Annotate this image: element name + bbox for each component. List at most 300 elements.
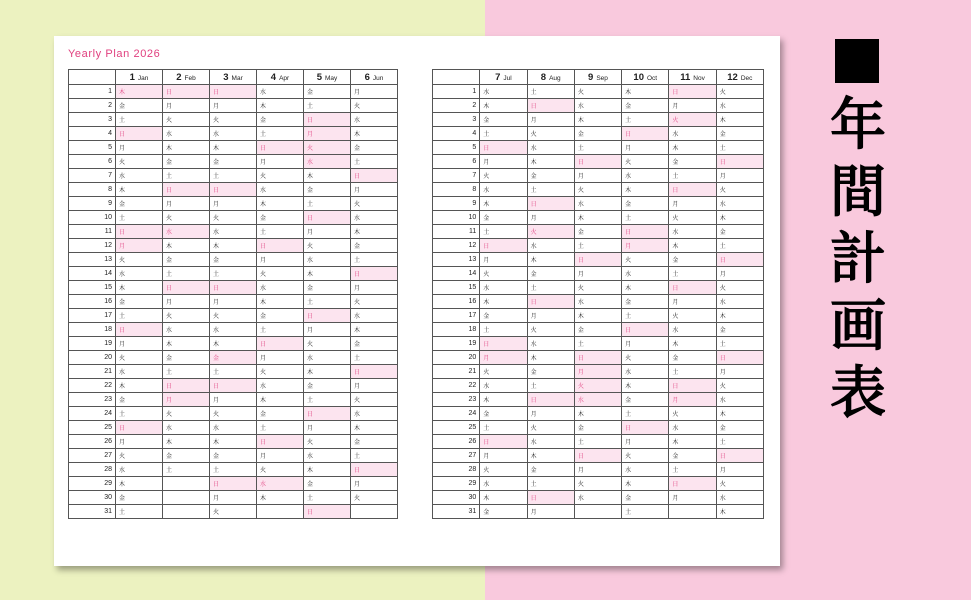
weekday-cell[interactable]: 金 — [116, 491, 163, 505]
weekday-cell[interactable]: 火 — [527, 225, 574, 239]
weekday-cell[interactable]: 木 — [163, 435, 210, 449]
weekday-cell[interactable]: 木 — [716, 407, 763, 421]
weekday-cell[interactable]: 木 — [574, 113, 621, 127]
weekday-cell[interactable]: 金 — [116, 197, 163, 211]
weekday-cell[interactable]: 木 — [669, 435, 716, 449]
weekday-cell[interactable]: 木 — [210, 337, 257, 351]
weekday-cell[interactable]: 木 — [716, 113, 763, 127]
weekday-cell[interactable]: 木 — [257, 491, 304, 505]
weekday-cell[interactable]: 火 — [622, 449, 669, 463]
weekday-cell[interactable]: 水 — [527, 141, 574, 155]
weekday-cell[interactable]: 水 — [622, 169, 669, 183]
weekday-cell[interactable]: 月 — [163, 99, 210, 113]
weekday-cell[interactable]: 水 — [210, 225, 257, 239]
weekday-cell[interactable]: 土 — [622, 309, 669, 323]
weekday-cell[interactable]: 土 — [527, 379, 574, 393]
weekday-cell[interactable]: 火 — [116, 449, 163, 463]
weekday-cell[interactable]: 月 — [527, 505, 574, 519]
weekday-cell[interactable]: 日 — [574, 351, 621, 365]
weekday-cell[interactable]: 日 — [210, 85, 257, 99]
weekday-cell[interactable]: 日 — [304, 113, 351, 127]
weekday-cell[interactable]: 月 — [527, 113, 574, 127]
weekday-cell[interactable]: 土 — [669, 463, 716, 477]
weekday-cell[interactable]: 火 — [210, 309, 257, 323]
weekday-cell[interactable]: 火 — [351, 99, 398, 113]
weekday-cell[interactable]: 土 — [116, 505, 163, 519]
weekday-cell[interactable]: 火 — [669, 309, 716, 323]
weekday-cell[interactable]: 月 — [669, 197, 716, 211]
weekday-cell[interactable]: 水 — [480, 183, 527, 197]
weekday-cell[interactable]: 水 — [716, 99, 763, 113]
weekday-cell[interactable]: 日 — [304, 309, 351, 323]
weekday-cell[interactable]: 火 — [304, 435, 351, 449]
weekday-cell[interactable]: 月 — [257, 253, 304, 267]
weekday-cell[interactable]: 土 — [716, 435, 763, 449]
weekday-cell[interactable]: 月 — [304, 225, 351, 239]
weekday-cell[interactable]: 日 — [574, 253, 621, 267]
weekday-cell[interactable]: 水 — [716, 491, 763, 505]
weekday-cell[interactable]: 木 — [351, 323, 398, 337]
weekday-cell[interactable]: 土 — [480, 323, 527, 337]
weekday-cell[interactable]: 木 — [527, 351, 574, 365]
weekday-cell[interactable]: 金 — [527, 169, 574, 183]
weekday-cell[interactable] — [574, 505, 621, 519]
weekday-cell[interactable]: 日 — [527, 393, 574, 407]
weekday-cell[interactable]: 月 — [304, 323, 351, 337]
weekday-cell[interactable]: 土 — [574, 435, 621, 449]
weekday-cell[interactable]: 月 — [669, 295, 716, 309]
weekday-cell[interactable]: 火 — [716, 85, 763, 99]
weekday-cell[interactable]: 月 — [210, 99, 257, 113]
weekday-cell[interactable]: 月 — [351, 379, 398, 393]
weekday-cell[interactable]: 日 — [669, 477, 716, 491]
weekday-cell[interactable]: 土 — [527, 281, 574, 295]
weekday-cell[interactable]: 土 — [716, 141, 763, 155]
weekday-cell[interactable]: 月 — [527, 211, 574, 225]
weekday-cell[interactable]: 金 — [574, 323, 621, 337]
weekday-cell[interactable]: 金 — [574, 225, 621, 239]
weekday-cell[interactable]: 水 — [574, 197, 621, 211]
weekday-cell[interactable]: 木 — [116, 379, 163, 393]
weekday-cell[interactable]: 水 — [622, 267, 669, 281]
weekday-cell[interactable]: 金 — [210, 449, 257, 463]
weekday-cell[interactable]: 水 — [480, 281, 527, 295]
weekday-cell[interactable]: 日 — [116, 225, 163, 239]
weekday-cell[interactable]: 火 — [351, 197, 398, 211]
weekday-cell[interactable]: 月 — [716, 169, 763, 183]
weekday-cell[interactable]: 火 — [574, 183, 621, 197]
weekday-cell[interactable]: 月 — [622, 141, 669, 155]
weekday-cell[interactable]: 木 — [574, 407, 621, 421]
weekday-cell[interactable]: 日 — [669, 281, 716, 295]
weekday-cell[interactable]: 水 — [351, 211, 398, 225]
weekday-cell[interactable]: 火 — [351, 491, 398, 505]
weekday-cell[interactable]: 月 — [622, 337, 669, 351]
weekday-cell[interactable]: 火 — [716, 281, 763, 295]
weekday-cell[interactable]: 木 — [574, 211, 621, 225]
weekday-cell[interactable]: 金 — [622, 393, 669, 407]
weekday-cell[interactable]: 土 — [574, 141, 621, 155]
weekday-cell[interactable]: 金 — [622, 99, 669, 113]
weekday-cell[interactable]: 日 — [716, 449, 763, 463]
weekday-cell[interactable]: 木 — [351, 421, 398, 435]
weekday-cell[interactable]: 水 — [116, 365, 163, 379]
weekday-cell[interactable]: 水 — [351, 407, 398, 421]
weekday-cell[interactable]: 金 — [669, 253, 716, 267]
weekday-cell[interactable]: 金 — [163, 351, 210, 365]
weekday-cell[interactable]: 木 — [622, 281, 669, 295]
weekday-cell[interactable]: 木 — [304, 365, 351, 379]
weekday-cell[interactable]: 日 — [351, 169, 398, 183]
weekday-cell[interactable]: 金 — [304, 85, 351, 99]
weekday-cell[interactable]: 火 — [622, 253, 669, 267]
weekday-cell[interactable]: 火 — [622, 351, 669, 365]
weekday-cell[interactable]: 日 — [574, 449, 621, 463]
weekday-cell[interactable]: 火 — [669, 211, 716, 225]
weekday-cell[interactable]: 土 — [257, 127, 304, 141]
weekday-cell[interactable]: 水 — [527, 435, 574, 449]
weekday-cell[interactable]: 日 — [480, 435, 527, 449]
weekday-cell[interactable]: 水 — [116, 169, 163, 183]
weekday-cell[interactable]: 金 — [257, 211, 304, 225]
weekday-cell[interactable]: 月 — [574, 267, 621, 281]
weekday-cell[interactable]: 土 — [574, 239, 621, 253]
weekday-cell[interactable]: 土 — [622, 113, 669, 127]
weekday-cell[interactable]: 月 — [480, 253, 527, 267]
weekday-cell[interactable]: 木 — [527, 253, 574, 267]
weekday-cell[interactable]: 土 — [257, 225, 304, 239]
weekday-cell[interactable]: 木 — [669, 141, 716, 155]
weekday-cell[interactable]: 日 — [257, 337, 304, 351]
weekday-cell[interactable]: 日 — [351, 463, 398, 477]
weekday-cell[interactable]: 土 — [210, 463, 257, 477]
weekday-cell[interactable]: 木 — [480, 295, 527, 309]
weekday-cell[interactable]: 火 — [304, 239, 351, 253]
weekday-cell[interactable]: 土 — [304, 491, 351, 505]
weekday-cell[interactable]: 金 — [716, 225, 763, 239]
weekday-cell[interactable]: 火 — [116, 155, 163, 169]
weekday-cell[interactable]: 土 — [257, 421, 304, 435]
weekday-cell[interactable]: 土 — [210, 365, 257, 379]
weekday-cell[interactable]: 水 — [480, 477, 527, 491]
weekday-cell[interactable]: 月 — [351, 477, 398, 491]
weekday-cell[interactable]: 金 — [480, 505, 527, 519]
weekday-cell[interactable]: 月 — [257, 449, 304, 463]
weekday-cell[interactable]: 火 — [116, 253, 163, 267]
weekday-cell[interactable]: 火 — [716, 379, 763, 393]
weekday-cell[interactable]: 土 — [480, 421, 527, 435]
weekday-cell[interactable]: 月 — [351, 85, 398, 99]
weekday-cell[interactable]: 月 — [351, 281, 398, 295]
weekday-cell[interactable]: 土 — [574, 337, 621, 351]
weekday-cell[interactable]: 月 — [622, 239, 669, 253]
weekday-cell[interactable]: 日 — [163, 281, 210, 295]
weekday-cell[interactable]: 日 — [574, 155, 621, 169]
weekday-cell[interactable]: 火 — [304, 141, 351, 155]
weekday-cell[interactable]: 日 — [527, 99, 574, 113]
weekday-cell[interactable]: 日 — [716, 351, 763, 365]
weekday-cell[interactable]: 金 — [716, 323, 763, 337]
weekday-cell[interactable] — [163, 477, 210, 491]
weekday-cell[interactable]: 金 — [527, 267, 574, 281]
weekday-cell[interactable]: 木 — [480, 393, 527, 407]
weekday-cell[interactable]: 火 — [210, 505, 257, 519]
weekday-cell[interactable]: 木 — [304, 169, 351, 183]
weekday-cell[interactable]: 木 — [716, 309, 763, 323]
weekday-cell[interactable]: 日 — [480, 337, 527, 351]
weekday-cell[interactable]: 水 — [669, 323, 716, 337]
weekday-cell[interactable]: 火 — [669, 113, 716, 127]
weekday-cell[interactable]: 月 — [527, 309, 574, 323]
weekday-cell[interactable]: 木 — [716, 505, 763, 519]
weekday-cell[interactable]: 火 — [574, 85, 621, 99]
weekday-cell[interactable]: 金 — [116, 393, 163, 407]
weekday-cell[interactable]: 金 — [257, 113, 304, 127]
weekday-cell[interactable]: 月 — [116, 141, 163, 155]
weekday-cell[interactable]: 日 — [527, 491, 574, 505]
weekday-cell[interactable]: 土 — [669, 267, 716, 281]
weekday-cell[interactable]: 土 — [304, 99, 351, 113]
weekday-cell[interactable]: 水 — [116, 267, 163, 281]
weekday-cell[interactable]: 水 — [574, 393, 621, 407]
weekday-cell[interactable]: 日 — [622, 323, 669, 337]
weekday-cell[interactable]: 月 — [669, 393, 716, 407]
weekday-cell[interactable]: 月 — [210, 491, 257, 505]
weekday-cell[interactable]: 水 — [716, 197, 763, 211]
weekday-cell[interactable]: 土 — [527, 477, 574, 491]
weekday-cell[interactable]: 火 — [210, 211, 257, 225]
weekday-cell[interactable]: 日 — [210, 379, 257, 393]
weekday-cell[interactable]: 木 — [480, 99, 527, 113]
weekday-cell[interactable]: 火 — [716, 183, 763, 197]
weekday-cell[interactable]: 水 — [210, 421, 257, 435]
weekday-cell[interactable]: 水 — [622, 365, 669, 379]
weekday-cell[interactable]: 木 — [163, 141, 210, 155]
weekday-cell[interactable]: 月 — [669, 99, 716, 113]
weekday-cell[interactable]: 水 — [574, 99, 621, 113]
weekday-cell[interactable]: 月 — [210, 295, 257, 309]
weekday-cell[interactable]: 木 — [163, 337, 210, 351]
weekday-cell[interactable]: 金 — [622, 197, 669, 211]
weekday-cell[interactable]: 木 — [257, 99, 304, 113]
weekday-cell[interactable]: 日 — [210, 183, 257, 197]
weekday-cell[interactable]: 木 — [163, 239, 210, 253]
weekday-cell[interactable] — [669, 505, 716, 519]
weekday-cell[interactable]: 水 — [304, 155, 351, 169]
weekday-cell[interactable]: 日 — [480, 141, 527, 155]
weekday-cell[interactable]: 木 — [669, 239, 716, 253]
weekday-cell[interactable]: 日 — [116, 323, 163, 337]
weekday-cell[interactable]: 月 — [574, 169, 621, 183]
weekday-cell[interactable]: 木 — [116, 281, 163, 295]
weekday-cell[interactable]: 金 — [163, 155, 210, 169]
weekday-cell[interactable]: 金 — [669, 155, 716, 169]
weekday-cell[interactable]: 火 — [480, 267, 527, 281]
weekday-cell[interactable]: 金 — [480, 309, 527, 323]
weekday-cell[interactable]: 金 — [163, 253, 210, 267]
weekday-cell[interactable]: 月 — [116, 435, 163, 449]
weekday-cell[interactable]: 金 — [304, 183, 351, 197]
weekday-cell[interactable]: 火 — [574, 477, 621, 491]
weekday-cell[interactable]: 土 — [163, 267, 210, 281]
weekday-cell[interactable]: 月 — [257, 351, 304, 365]
weekday-cell[interactable]: 土 — [669, 365, 716, 379]
weekday-cell[interactable]: 木 — [622, 379, 669, 393]
weekday-cell[interactable]: 火 — [527, 127, 574, 141]
weekday-cell[interactable]: 日 — [527, 295, 574, 309]
weekday-cell[interactable]: 火 — [622, 155, 669, 169]
weekday-cell[interactable]: 月 — [527, 407, 574, 421]
weekday-cell[interactable]: 水 — [716, 295, 763, 309]
weekday-cell[interactable]: 月 — [351, 183, 398, 197]
weekday-cell[interactable]: 月 — [716, 365, 763, 379]
weekday-cell[interactable]: 木 — [622, 183, 669, 197]
weekday-cell[interactable]: 土 — [163, 463, 210, 477]
weekday-cell[interactable]: 火 — [163, 407, 210, 421]
weekday-cell[interactable]: 金 — [574, 421, 621, 435]
weekday-cell[interactable]: 土 — [716, 239, 763, 253]
weekday-cell[interactable]: 火 — [210, 113, 257, 127]
weekday-cell[interactable]: 日 — [257, 435, 304, 449]
weekday-cell[interactable]: 月 — [480, 449, 527, 463]
weekday-cell[interactable]: 金 — [257, 309, 304, 323]
weekday-cell[interactable]: 土 — [304, 393, 351, 407]
weekday-cell[interactable]: 金 — [622, 491, 669, 505]
weekday-cell[interactable]: 日 — [622, 421, 669, 435]
weekday-cell[interactable]: 月 — [116, 239, 163, 253]
weekday-cell[interactable]: 土 — [163, 169, 210, 183]
weekday-cell[interactable]: 火 — [304, 337, 351, 351]
weekday-cell[interactable]: 火 — [574, 379, 621, 393]
weekday-cell[interactable]: 火 — [163, 211, 210, 225]
weekday-cell[interactable]: 月 — [622, 435, 669, 449]
weekday-cell[interactable]: 水 — [669, 421, 716, 435]
weekday-cell[interactable]: 木 — [304, 463, 351, 477]
weekday-cell[interactable]: 日 — [116, 421, 163, 435]
weekday-cell[interactable]: 金 — [210, 253, 257, 267]
weekday-cell[interactable]: 火 — [351, 393, 398, 407]
weekday-cell[interactable]: 木 — [257, 197, 304, 211]
weekday-cell[interactable] — [163, 491, 210, 505]
weekday-cell[interactable]: 火 — [716, 477, 763, 491]
weekday-cell[interactable]: 日 — [351, 365, 398, 379]
weekday-cell[interactable]: 水 — [210, 127, 257, 141]
weekday-cell[interactable]: 金 — [351, 337, 398, 351]
weekday-cell[interactable]: 水 — [116, 463, 163, 477]
weekday-cell[interactable]: 月 — [574, 463, 621, 477]
weekday-cell[interactable]: 火 — [351, 295, 398, 309]
weekday-cell[interactable]: 土 — [116, 407, 163, 421]
weekday-cell[interactable]: 土 — [669, 169, 716, 183]
weekday-cell[interactable]: 土 — [351, 351, 398, 365]
weekday-cell[interactable]: 木 — [351, 225, 398, 239]
weekday-cell[interactable]: 火 — [257, 169, 304, 183]
weekday-cell[interactable]: 日 — [257, 141, 304, 155]
weekday-cell[interactable]: 月 — [480, 155, 527, 169]
weekday-cell[interactable]: 土 — [210, 267, 257, 281]
weekday-cell[interactable]: 月 — [257, 155, 304, 169]
weekday-cell[interactable]: 水 — [351, 309, 398, 323]
weekday-cell[interactable]: 水 — [527, 337, 574, 351]
weekday-cell[interactable]: 水 — [210, 323, 257, 337]
weekday-cell[interactable]: 水 — [622, 463, 669, 477]
weekday-cell[interactable]: 日 — [304, 211, 351, 225]
weekday-cell[interactable]: 土 — [716, 337, 763, 351]
weekday-cell[interactable]: 水 — [257, 379, 304, 393]
weekday-cell[interactable]: 土 — [163, 365, 210, 379]
weekday-cell[interactable]: 金 — [716, 127, 763, 141]
weekday-cell[interactable]: 日 — [351, 267, 398, 281]
weekday-cell[interactable]: 日 — [163, 183, 210, 197]
weekday-cell[interactable]: 月 — [210, 393, 257, 407]
weekday-cell[interactable]: 土 — [622, 211, 669, 225]
weekday-cell[interactable]: 土 — [304, 295, 351, 309]
weekday-cell[interactable]: 水 — [163, 225, 210, 239]
weekday-cell[interactable]: 金 — [116, 99, 163, 113]
weekday-cell[interactable]: 水 — [669, 127, 716, 141]
weekday-cell[interactable]: 水 — [480, 379, 527, 393]
weekday-cell[interactable]: 月 — [163, 393, 210, 407]
weekday-cell[interactable]: 土 — [351, 155, 398, 169]
weekday-cell[interactable]: 火 — [257, 267, 304, 281]
weekday-cell[interactable]: 火 — [480, 365, 527, 379]
weekday-cell[interactable]: 火 — [480, 169, 527, 183]
weekday-cell[interactable]: 火 — [163, 309, 210, 323]
weekday-cell[interactable]: 月 — [116, 337, 163, 351]
weekday-cell[interactable]: 火 — [116, 351, 163, 365]
weekday-cell[interactable]: 日 — [622, 225, 669, 239]
weekday-cell[interactable]: 日 — [527, 197, 574, 211]
weekday-cell[interactable]: 火 — [257, 463, 304, 477]
weekday-cell[interactable]: 日 — [669, 379, 716, 393]
weekday-cell[interactable]: 木 — [480, 197, 527, 211]
weekday-cell[interactable]: 木 — [716, 211, 763, 225]
weekday-cell[interactable]: 金 — [304, 477, 351, 491]
weekday-cell[interactable]: 金 — [716, 421, 763, 435]
weekday-cell[interactable]: 金 — [210, 155, 257, 169]
weekday-cell[interactable]: 水 — [257, 477, 304, 491]
weekday-cell[interactable]: 日 — [480, 239, 527, 253]
weekday-cell[interactable]: 土 — [116, 211, 163, 225]
weekday-cell[interactable]: 金 — [351, 141, 398, 155]
weekday-cell[interactable]: 金 — [669, 449, 716, 463]
weekday-cell[interactable]: 木 — [210, 435, 257, 449]
weekday-cell[interactable]: 日 — [716, 253, 763, 267]
weekday-cell[interactable]: 水 — [163, 323, 210, 337]
weekday-cell[interactable]: 日 — [304, 505, 351, 519]
weekday-cell[interactable]: 木 — [527, 155, 574, 169]
weekday-cell[interactable]: 火 — [669, 407, 716, 421]
weekday-cell[interactable]: 金 — [622, 295, 669, 309]
weekday-cell[interactable]: 木 — [257, 295, 304, 309]
weekday-cell[interactable]: 日 — [163, 85, 210, 99]
weekday-cell[interactable]: 水 — [574, 491, 621, 505]
weekday-cell[interactable]: 水 — [163, 127, 210, 141]
weekday-cell[interactable]: 金 — [116, 295, 163, 309]
weekday-cell[interactable]: 木 — [257, 393, 304, 407]
weekday-cell[interactable]: 土 — [480, 127, 527, 141]
weekday-cell[interactable]: 月 — [210, 197, 257, 211]
weekday-cell[interactable]: 火 — [527, 323, 574, 337]
weekday-cell[interactable]: 月 — [480, 351, 527, 365]
weekday-cell[interactable]: 水 — [716, 393, 763, 407]
weekday-cell[interactable]: 水 — [527, 239, 574, 253]
weekday-cell[interactable]: 月 — [669, 491, 716, 505]
weekday-cell[interactable]: 金 — [480, 407, 527, 421]
weekday-cell[interactable]: 金 — [527, 463, 574, 477]
weekday-cell[interactable]: 土 — [527, 85, 574, 99]
weekday-cell[interactable]: 水 — [257, 281, 304, 295]
